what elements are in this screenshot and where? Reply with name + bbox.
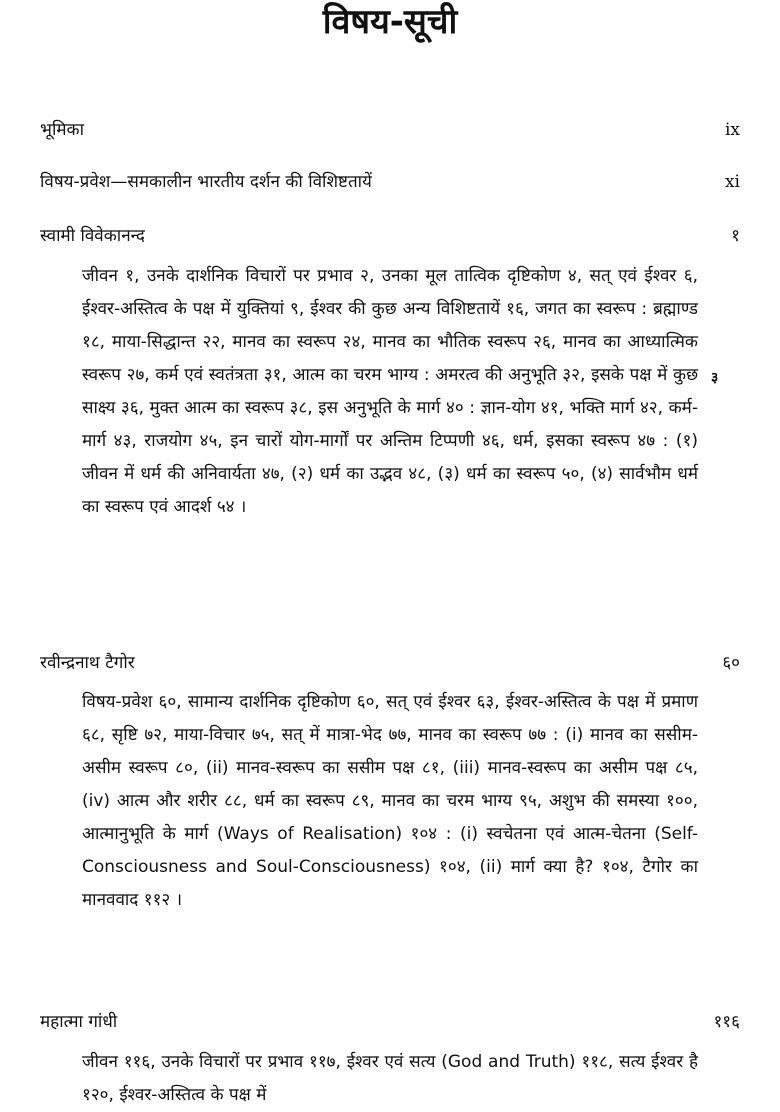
toc-entry-gandhi (40, 1010, 740, 1034)
toc-entry-label: महात्मा गांधी (40, 1012, 118, 1032)
toc-entry-page: ६० (722, 653, 740, 673)
toc-entry-page: ix (724, 120, 740, 140)
toc-entry-bhumika (40, 118, 740, 142)
toc-entry-label: भूमिका (40, 120, 84, 140)
toc-entry-page: xi (724, 172, 740, 192)
toc-entry-page: १ (731, 226, 740, 246)
toc-entry-vivekananda (40, 224, 740, 248)
toc-entry-label: विषय-प्रवेश—समकालीन भारतीय दर्शन की विशिष्टतायें (40, 172, 372, 192)
tagore-subtopics: विषय-प्रवेश ६०, सामान्य दार्शनिक दृष्टिकोण ६०, सत् एवं ईश्वर ६३, ईश्वर-अस्तित्व के पक्ष में प्रमाण ६८, सृष्टि ७२, माया-विचार ७५, सत् में मात्रा-भेद ७७, मानव का स्वरूप ७७ : (i) मानव का ससीम-असीम स्वरूप ८०, (ii) मानव-स्वरूप का ससीम पक्ष ८१, (iii) मानव-स्वरूप का असीम पक्ष ८५, (iv) आत्म और शरीर ८८, धर्म का स्वरूप ८९, मानव का चरम भाग्य ९५, अशुभ की समस्या १००, आत्मानुभूति के मार्ग (Ways of Realisation) १०४ : (i) स्वचेतना एवं आत्म-चेतना (Self-Consciousness and Soul-Consciousness) १०४, (ii) मार्ग क्या है? १०४, टैगोर का मानववाद ११२ । (82, 692, 698, 910)
margin-mark: ३ (711, 370, 719, 386)
toc-entry-label: रवीन्द्रनाथ टैगोर (40, 653, 135, 673)
toc-entry-page: ११६ (713, 1012, 740, 1032)
toc-entry-vishay-pravesh (40, 170, 740, 194)
page-title: विषय-सूची (322, 2, 458, 42)
toc-entry-label: स्वामी विवेकानन्द (40, 226, 145, 246)
vivekananda-subtopics: जीवन १, उनके दार्शनिक विचारों पर प्रभाव २, उनका मूल तात्विक दृष्टिकोण ४, सत् एवं ईश्वर ६, ईश्वर-अस्तित्व के पक्ष में युक्तियां ९, ईश्वर की कुछ अन्य विशिष्टतायें १६, जगत का स्वरूप : ब्रह्माण्ड १८, माया-सिद्धान्त २२, मानव का स्वरूप २४, मानव का भौतिक स्वरूप २६, मानव का आध्यात्मिक स्वरूप २७, कर्म एवं स्वतंत्रता ३१, आत्म का चरम भाग्य : अमरत्व की अनुभूति ३२, इसके पक्ष में कुछ साक्ष्य ३६, मुक्त आत्म का स्वरूप ३८, इस अनुभूति के मार्ग ४० : ज्ञान-योग ४१, भक्ति मार्ग ४२, कर्म-मार्ग ४३, राजयोग ४५, इन चारों योग-मार्गों पर अन्तिम टिप्पणी ४६, धर्म, इसका स्वरूप ४७ : (१) जीवन में धर्म की अनिवार्यता ४७, (२) धर्म का उद्भव ४८, (३) धर्म का स्वरूप ५०, (४) सार्वभौम धर्म का स्वरूप एवं आदर्श ५४ । (82, 266, 698, 517)
toc-entry-tagore (40, 651, 740, 675)
gandhi-subtopics: जीवन ११६, उनके विचारों पर प्रभाव ११७, ईश्वर एवं सत्य (God and Truth) ११८, सत्य ईश्वर है १२०, ईश्वर-अस्तित्व के पक्ष में (82, 1052, 698, 1105)
